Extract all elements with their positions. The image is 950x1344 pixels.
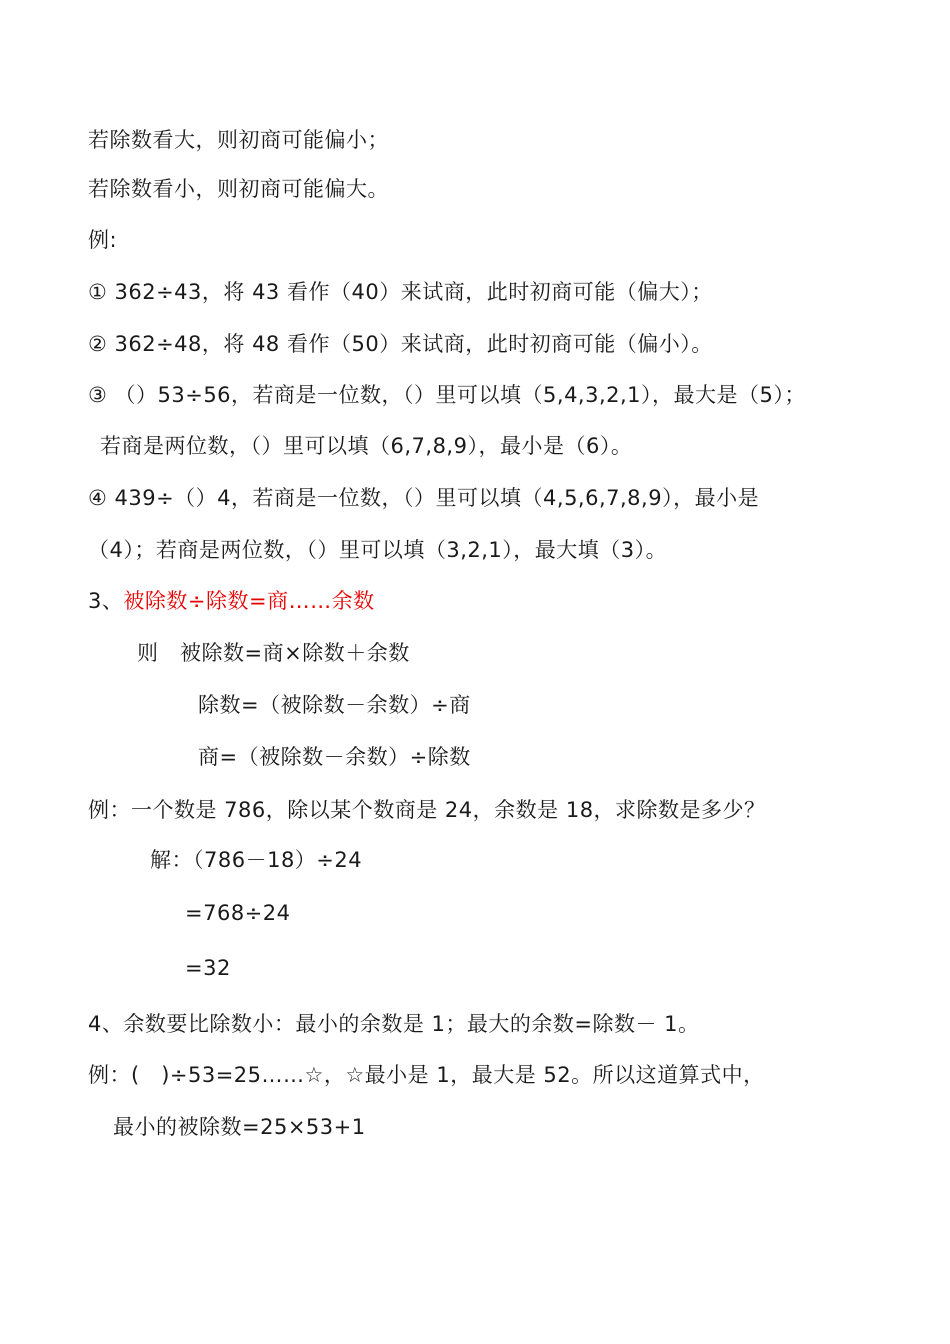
- example-item-3: ③ （）53÷56，若商是一位数，（）里可以填（5,4,3,2,1），最大是（5）；: [88, 383, 806, 407]
- formula-line: 则 被除数=商×除数＋余数: [137, 641, 410, 665]
- example-problem: 例：( )÷53=25……☆，☆最小是 1，最大是 52。所以这道算式中，: [88, 1063, 765, 1087]
- example-item-1: ① 362÷43，将 43 看作（40）来试商，此时初商可能（偏大）；: [88, 280, 713, 304]
- section-3-heading: [88, 587, 375, 615]
- example-item-2: ② 362÷48，将 48 看作（50）来试商，此时初商可能（偏小）。: [88, 332, 713, 356]
- text-line: 若除数看小，则初商可能偏大。: [88, 177, 389, 201]
- formula-line: 除数=（被除数－余数）÷商: [198, 693, 471, 717]
- solution-line: =32: [185, 956, 231, 980]
- example-item-4: ④ 439÷（）4，若商是一位数，（）里可以填（4,5,6,7,8,9），最小是: [88, 486, 760, 510]
- example-item-4-cont: （4）；若商是两位数，（）里可以填（3,2,1），最大填（3）。: [88, 538, 668, 562]
- example-item-3-cont: 若商是两位数，（）里可以填（6,7,8,9），最小是（6）。: [100, 434, 633, 458]
- text-line: 若除数看大，则初商可能偏小；: [88, 128, 389, 152]
- formula-line: 商=（被除数－余数）÷除数: [198, 745, 471, 769]
- solution-line: 解：（786－18）÷24: [150, 848, 363, 872]
- solution-line: =768÷24: [185, 901, 291, 925]
- section-title: 被除数÷除数=商……余数: [123, 589, 375, 613]
- section-4-heading: 4、余数要比除数小：最小的余数是 1；最大的余数=除数－ 1。: [88, 1012, 700, 1036]
- example-problem-cont: 最小的被除数=25×53+1: [113, 1115, 366, 1139]
- section-number: 3、: [88, 589, 124, 613]
- text-line: 例:: [88, 228, 118, 252]
- example-problem: 例：一个数是 786，除以某个数商是 24，余数是 18，求除数是多少？: [88, 798, 766, 822]
